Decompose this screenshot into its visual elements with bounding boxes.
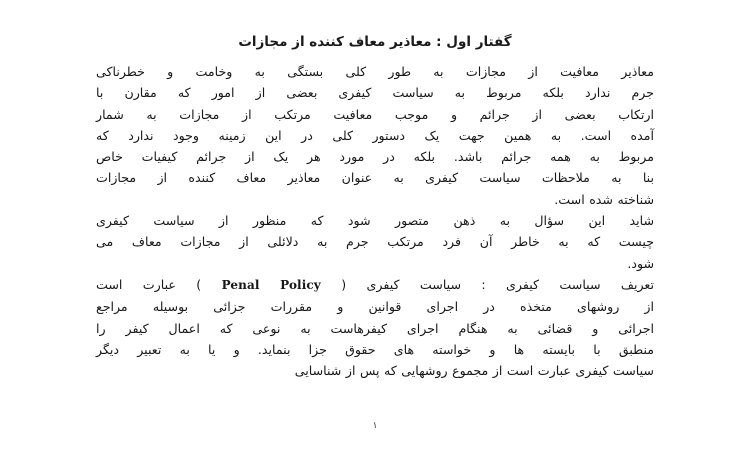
penal-policy-term: Penal Policy xyxy=(221,277,321,292)
text-line: معاذیر معافیت از مجازات به طور کلی بستگی به وخامت و خطرناکی xyxy=(96,64,654,79)
text-line: از روشهای متخذه در اجرای قوانین و مقررات جزائی بوسیله مراجع xyxy=(96,299,654,315)
text-line: بنا به ملاحظات سیاست کیفری به عنوان معاذیر معاف کننده از مجازات xyxy=(96,170,654,186)
page-number: ۱ xyxy=(372,421,378,431)
paragraph-1 xyxy=(96,61,654,210)
page-title: گفتار اول : معاذیر معاف کننده از مجازات xyxy=(238,34,512,50)
document-body xyxy=(96,32,654,381)
text-line: منطبق با بایسته ها و خواسته های حقوق جزا بنماید. و یا به تعبیر دیگر xyxy=(96,341,654,357)
line-text-before: تعریف سیاست کیفری : سیاست کیفری ( xyxy=(320,276,654,292)
text-line: ارتکاب بعضی از جرائم و موجب معافیت مرتکب از مجازات به شمار xyxy=(96,106,654,122)
text-line: مربوط به همه جرائم باشد. بلکه در مورد هر یک از جرائم کیفیات خاص xyxy=(96,149,654,165)
text-line: اجرائی و قضائی به هنگام اجرای کیفرهاست به نوعی که اعمال کیفر را xyxy=(96,320,654,336)
text-line: سیاست کیفری عبارت است از مجموع روشهایی که پس از شناسایی xyxy=(294,363,654,379)
paragraph-3 xyxy=(96,274,654,381)
text-line: آمده است. به همین جهت یک دستور کلی در این زمینه وجود ندارد که xyxy=(96,127,654,143)
text-line: جرم ندارد بلکه مربوط به سیاست کیفری بعضی از امور که مقارن با xyxy=(96,85,654,101)
text-line: شاید این سؤال به ذهن متصور شود که منظور از سیاست کیفری xyxy=(96,213,654,229)
text-line-with-emphasis xyxy=(96,274,654,296)
line-text-after: ) عبارت است xyxy=(96,276,222,292)
text-line: شناخته شده است. xyxy=(554,191,654,207)
text-line: شود. xyxy=(627,255,654,271)
paragraph-2 xyxy=(96,210,654,274)
text-line: چیست که به خاطر آن فرد مرتکب جرم به دلائلی از مجازات معاف می xyxy=(96,234,654,250)
